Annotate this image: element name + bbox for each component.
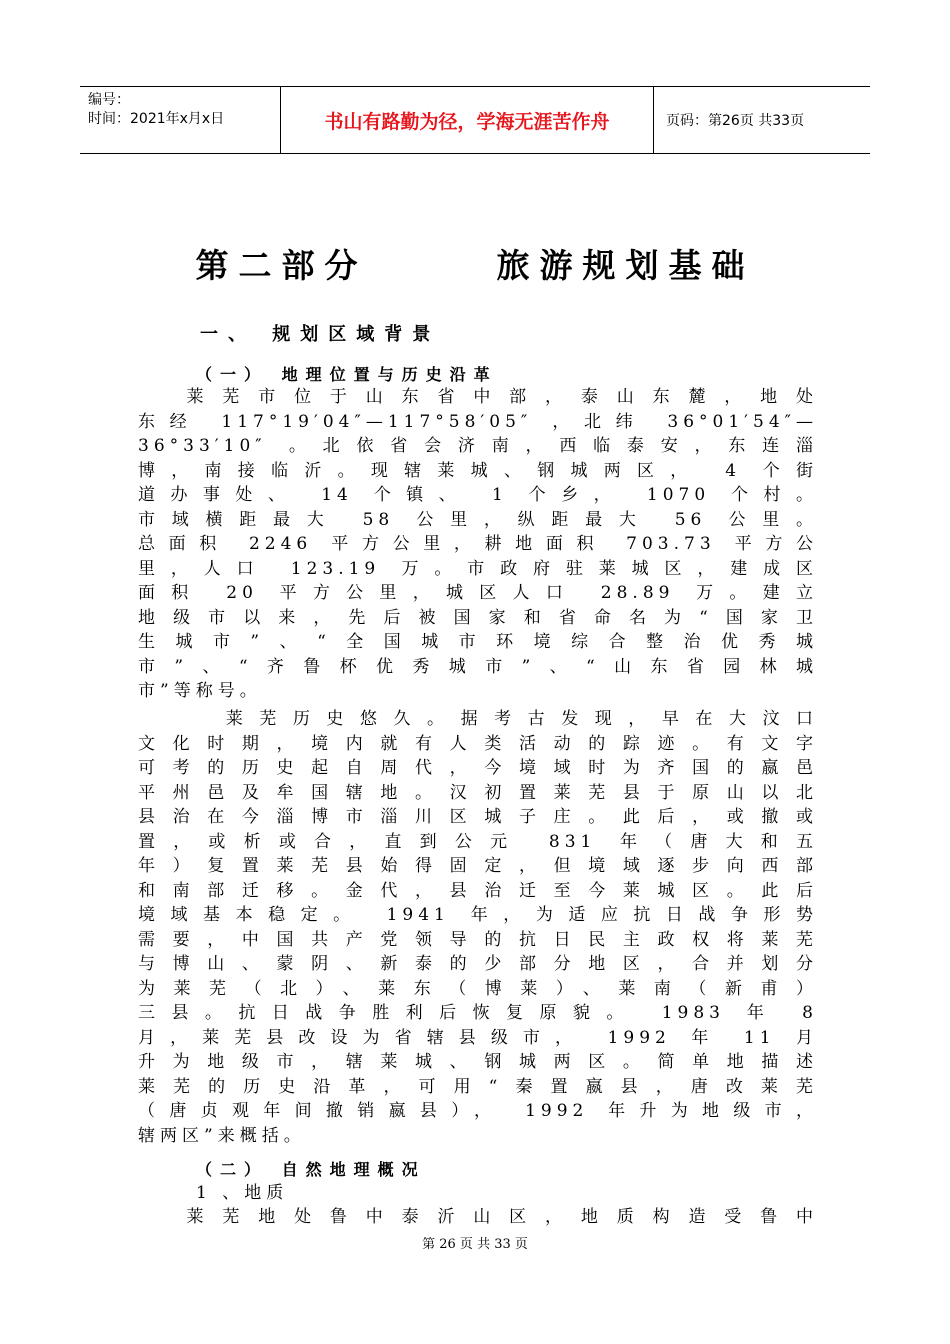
text-line: 月，莱芜县改设为省辖县级市， 1992 年 11 月 xyxy=(138,1027,818,1048)
subsection-heading-1: （一） 地理位置与历史沿革 xyxy=(196,365,498,384)
text-line: 辖两区”来概括。 xyxy=(138,1125,306,1146)
text-line: 莱芜地处鲁中泰沂山区，地质构造受鲁中 xyxy=(138,1207,818,1227)
text-line: 与博山、蒙阴、新泰的少部分地区，合并划分 xyxy=(138,954,818,974)
item-heading-geology: 1 、地质 xyxy=(196,1183,289,1203)
text-line: 市”等称号。 xyxy=(138,681,262,701)
text-line: 面积 20 平方公里，城区人口 28.89 万。建立 xyxy=(138,583,818,603)
text-line: 博，南接临沂。现辖莱城、钢城两区， 4 个街 xyxy=(138,460,818,481)
text-line: 道办事处、 14 个镇、 1 个乡， 1070 个村。 xyxy=(138,485,818,505)
text-line: 地级市以来，先后被国家和省命名为“国家卫 xyxy=(138,607,818,628)
header-page-info: 页码：第26页 共33页 xyxy=(666,113,805,129)
header-meta xyxy=(80,87,280,153)
text-line: 市域横距最大 58 公里，纵距最大 56 公里。 xyxy=(138,509,818,530)
text-line: （唐贞观年间撤销嬴县）， 1992 年升为地级市， xyxy=(138,1101,818,1121)
page-footer: 第 26 页 共 33 页 xyxy=(422,1237,528,1252)
text-line: 东经 117°19′04″—117°58′05″ ，北纬 36°01′54″— xyxy=(138,411,818,432)
section-heading-1: 一、 规划区域背景 xyxy=(200,324,441,345)
text-line: 升为地级市，辖莱城、钢城两区。简单地描述 xyxy=(138,1052,818,1072)
text-line: 可考的历史起自周代，今境域时为齐国的嬴邑 xyxy=(138,758,818,778)
text-line: 和南部迁移。金代，县治迁至今莱城区。此后 xyxy=(138,880,818,901)
text-line: 置，或析或合，直到公元 831 年（唐大和五 xyxy=(138,831,818,852)
text-line: 总面积 2246 平方公里，耕地面积 703.73 平方公 xyxy=(138,534,818,554)
text-line: 莱芜历史悠久。据考古发现，早在大汶口 xyxy=(138,709,818,729)
text-line: 莱芜市位于山东省中部，泰山东麓，地处 xyxy=(138,387,818,407)
subsection-heading-2: （二） 自然地理概况 xyxy=(196,1160,426,1179)
text-line: 莱芜的历史沿革，可用“秦置嬴县，唐改莱芜 xyxy=(138,1076,818,1097)
text-line: 县治在今淄博市淄川区城子庄。此后，或撤或 xyxy=(138,807,818,827)
document-number-label: 编号： xyxy=(88,92,130,108)
text-line: 三县。抗日战争胜利后恢复原貌。 1983 年 8 xyxy=(138,1003,818,1023)
text-line: 文化时期，境内就有人类活动的踪迹。有文字 xyxy=(138,733,818,754)
header-motto: 书山有路勤为径，学海无涯苦作舟 xyxy=(280,87,654,153)
text-line: 生城市”、“全国城市环境综合整治优秀城 xyxy=(138,632,818,652)
text-line: 年）复置莱芜县始得固定，但境域逐步向西部 xyxy=(138,856,818,876)
part-title: 第二部分 旅游规划基础 xyxy=(195,246,755,285)
document-time-label: 时间：2021年x月x日 xyxy=(88,111,225,127)
text-line: 里，人口 123.19 万。市政府驻莱城区，建成区 xyxy=(138,558,818,579)
text-line: 需要，中国共产党领导的抗日民主政权将莱芜 xyxy=(138,929,818,950)
text-line: 36°33′10″ 。北依省会济南，西临泰安，东连淄 xyxy=(138,436,818,456)
text-line: 为莱芜（北）、莱东（博莱）、莱南（新甫） xyxy=(138,978,818,999)
text-line: 市”、“齐鲁杯优秀城市”、“山东省园林城 xyxy=(138,656,818,677)
text-line: 平州邑及牟国辖地。汉初置莱芜县于原山以北 xyxy=(138,782,818,803)
page-header xyxy=(80,86,870,154)
text-line: 境域基本稳定。 1941 年，为适应抗日战争形势 xyxy=(138,905,818,925)
